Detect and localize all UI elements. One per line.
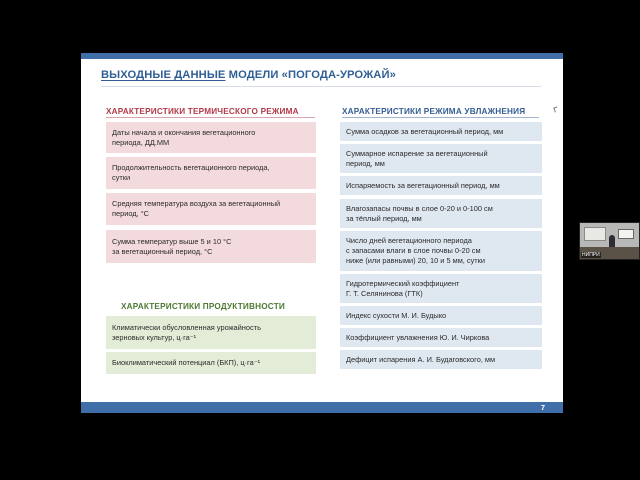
slide-title-rest: МОДЕЛИ «ПОГОДА-УРОЖАЙ» — [225, 69, 396, 81]
moisture-item-total-evaporation — [340, 144, 542, 173]
item-line: Число дней вегетационного периода — [346, 236, 472, 245]
moisture-item-htc — [340, 274, 542, 303]
item-line: Коэффициент увлажнения Ю. И. Чиркова — [346, 332, 490, 342]
item-line: Даты начала и окончания вегетационного — [112, 127, 256, 137]
thermal-item-dates — [106, 122, 316, 153]
item-line: периода, ДД.ММ — [112, 137, 170, 147]
presentation-slide — [81, 53, 563, 413]
productivity-item-bioclimatic-potential — [106, 352, 316, 374]
video-whiteboard — [584, 227, 606, 241]
productivity-item-yield — [106, 316, 316, 349]
item-line: Биоклиматический потенциал (БКП), ц·га⁻¹ — [112, 358, 261, 367]
moisture-item-evaporability — [340, 176, 542, 195]
thermal-item-mean-temperature — [106, 193, 316, 225]
item-line: за вегетационный период, °С — [112, 246, 213, 256]
item-line: Гидротермический коэффициент — [346, 278, 460, 288]
slide-bottom-bar — [81, 402, 563, 413]
moisture-item-soil-moisture — [340, 199, 542, 228]
item-line: период, мм — [346, 158, 385, 168]
title-divider — [101, 86, 541, 87]
productivity-section-header: ХАРАКТЕРИСТИКИ ПРОДУКТИВНОСТИ — [121, 302, 285, 311]
item-line: Продолжительность вегетационного периода, — [112, 163, 270, 172]
slide-title-underlined: ВЫХОДНЫЕ ДАННЫЕ — [101, 69, 226, 81]
slide-top-bar — [81, 53, 563, 59]
thermal-item-temperature-sum — [106, 230, 316, 263]
item-line: Испаряемость за вегетационный период, мм — [346, 180, 500, 190]
moisture-item-dryness-index — [340, 306, 542, 325]
mouse-cursor-icon — [553, 106, 558, 112]
slide-title — [101, 69, 396, 81]
item-line: сутки — [112, 173, 131, 182]
item-line: Дефицит испарения А. И. Будаговского, мм — [346, 354, 496, 364]
item-line: Сумма температур выше 5 и 10 °С — [112, 236, 232, 246]
moisture-item-evaporation-deficit — [340, 350, 542, 369]
item-line: ниже (или равными) 20, 10 и 5 мм, сутки — [346, 256, 486, 265]
thermal-section-header: ХАРАКТЕРИСТИКИ ТЕРМИЧЕСКОГО РЕЖИМА — [106, 107, 299, 116]
moisture-item-precipitation — [340, 122, 542, 141]
thermal-section-divider — [106, 117, 315, 118]
moisture-item-humidification-coefficient — [340, 328, 542, 347]
participant-video-thumbnail[interactable] — [579, 222, 640, 260]
slide-page-number: 7 — [540, 403, 545, 412]
item-line: Климатически обусловленная урожайность — [112, 322, 261, 332]
item-line: Г. Т. Селянинова (ГТК) — [346, 288, 423, 298]
item-line: Индекс сухости М. И. Будыко — [346, 310, 447, 320]
item-line: Суммарное испарение за вегетационный — [346, 148, 488, 158]
item-line: за тёплый период, мм — [346, 213, 422, 223]
item-line: период, °С — [112, 209, 150, 218]
thermal-item-duration — [106, 157, 316, 189]
video-participant-label: НИПРИ — [582, 252, 600, 258]
moisture-section-divider — [342, 117, 539, 118]
item-line: с запасами влаги в слое почвы 0-20 см — [346, 246, 481, 255]
item-line: Влагозапасы почвы в слое 0-20 и 0-100 см — [346, 203, 493, 213]
item-line: Сумма осадков за вегетационный период, мм — [346, 126, 504, 136]
item-line: Средняя температура воздуха за вегетационный — [112, 199, 281, 208]
item-line: зерновых культур, ц·га⁻¹ — [112, 332, 197, 342]
moisture-item-low-moisture-days — [340, 231, 542, 271]
video-screen — [618, 229, 634, 239]
moisture-section-header: ХАРАКТЕРИСТИКИ РЕЖИМА УВЛАЖНЕНИЯ — [342, 107, 526, 116]
